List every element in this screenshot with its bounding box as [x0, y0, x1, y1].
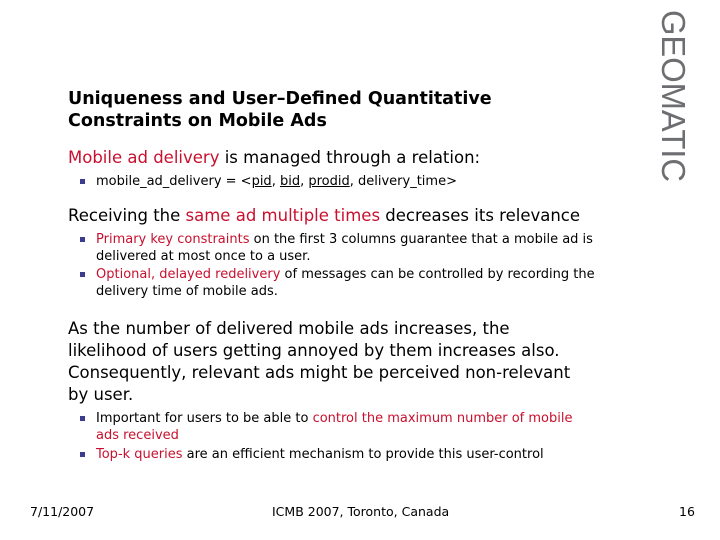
- bullet-1-sub-1: [80, 174, 656, 191]
- logo-text: GEOMATIC: [655, 10, 692, 184]
- footer-page-number: 16: [679, 504, 695, 519]
- sub-2-highlight: Optional, delayed redelivery: [96, 267, 281, 282]
- bullet-marker: [80, 452, 85, 457]
- sub-3-highlight-1: control the maximum number of mobile: [312, 411, 573, 426]
- relation-sep-2: ,: [300, 174, 309, 189]
- bullet-3-line-4: by user.: [68, 385, 134, 404]
- sub-1-highlight: Primary key constraints: [96, 232, 250, 247]
- sub-1-line-1: on the first 3 columns guarantee that a mobile ad is: [249, 232, 593, 247]
- sub-3-highlight-2: ads received: [96, 427, 179, 443]
- sub-2-line-1: of messages can be controlled by recording the: [280, 267, 595, 282]
- relation-bid: bid: [279, 174, 301, 189]
- bullet-marker: [80, 272, 85, 277]
- sub-3-pre: Important for users to be able to: [96, 411, 313, 426]
- bullet-3-line-1: As the number of delivered mobile ads increases, the: [68, 319, 510, 338]
- title-line-1: Uniqueness and User–Defined Quantitative: [68, 89, 492, 109]
- bullet-2: [68, 205, 648, 227]
- footer-venue: ICMB 2007, Toronto, Canada: [272, 504, 450, 519]
- bullet-1-highlight: Mobile ad delivery: [68, 148, 220, 167]
- relation-prodid: prodid: [308, 174, 350, 189]
- bullet-3-line-2: likelihood of users getting annoyed by them increases also.: [68, 341, 560, 360]
- relation-sep-1: ,: [271, 174, 280, 189]
- relation-pid: pid: [251, 174, 272, 189]
- bullet-3-sub-1: [80, 411, 656, 444]
- sub-1-line-2: delivered at most once to a user.: [96, 248, 311, 264]
- bullet-3-line-3: Consequently, relevant ads might be perceived non-relevant: [68, 363, 571, 382]
- bullet-marker: [80, 416, 85, 421]
- bullet-2-sub-1: [80, 232, 656, 265]
- bullet-3: [68, 318, 648, 406]
- sub-4-post: are an efficient mechanism to provide this user-control: [182, 447, 544, 462]
- sub-2-line-2: delivery time of mobile ads.: [96, 283, 278, 299]
- bullet-marker: [80, 237, 85, 242]
- bullet-marker: [80, 179, 85, 184]
- bullet-3-sub-2: [80, 447, 656, 464]
- bullet-2-sub-2: [80, 267, 656, 300]
- bullet-1: [68, 147, 648, 169]
- footer-date: 7/11/2007: [30, 504, 95, 519]
- sub-4-highlight: Top-k queries: [96, 447, 183, 462]
- relation-suffix: , delivery_time>: [349, 174, 457, 189]
- bullet-2-highlight: same ad multiple times: [185, 206, 381, 225]
- title-line-2: Constraints on Mobile Ads: [68, 111, 327, 131]
- bullet-1-text: is managed through a relation:: [219, 148, 481, 167]
- bullet-2-pre: Receiving the: [68, 206, 186, 225]
- relation-prefix: mobile_ad_delivery = <: [96, 174, 252, 189]
- geomatic-logo: [655, 10, 716, 186]
- bullet-2-post: decreases its relevance: [380, 206, 581, 225]
- slide-title: [68, 88, 628, 132]
